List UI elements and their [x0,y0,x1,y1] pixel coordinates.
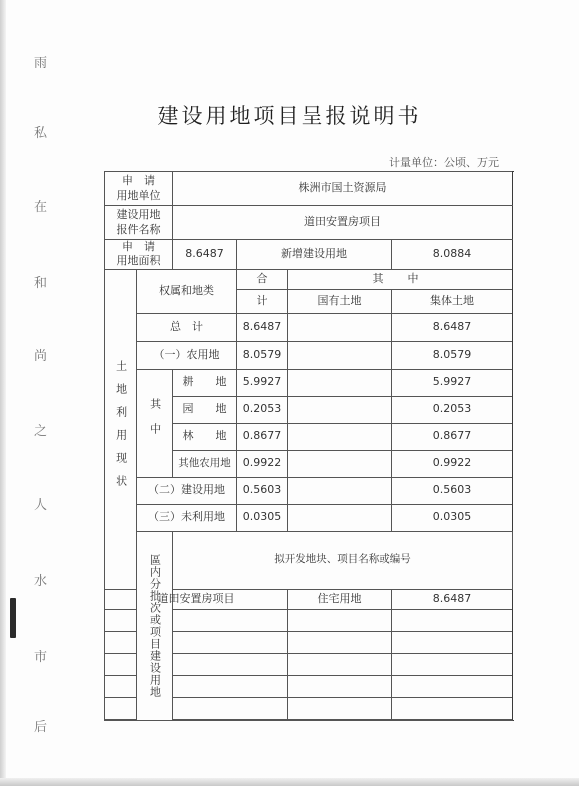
area-value: 8.6487 [173,240,237,270]
total-header-bottom: 计 [237,289,288,313]
cell-construction-collective: 0.5603 [392,477,513,504]
cell-plowland-total: 5.9927 [237,369,288,396]
cell-total-collective: 8.6487 [392,313,513,341]
cell-garden-total: 0.2053 [237,396,288,423]
batch-row-area [392,719,513,720]
cell-forest-total: 0.8677 [237,423,288,450]
collective-header: 集体土地 [392,289,513,313]
new-build-value: 8.0884 [392,240,513,270]
row-label-other-agri: 其他农用地 [173,450,237,477]
project-label: 建设用地 报件名称 [105,206,173,240]
row-label-total: 总 计 [137,313,237,341]
land-report-table [104,171,513,721]
among-side-label: 其中 [137,369,173,477]
state-owned-header: 国有土地 [288,289,392,313]
batch-row-use [288,675,392,697]
land-use-side-label: 土地利用现状 [105,269,137,589]
row-label-forest: 林 地 [173,423,237,450]
page-title: 建设用地项目呈报说明书 [157,104,422,128]
table-row [105,589,513,609]
cell-agri-state [288,341,392,369]
scan-bottom-edge [0,778,579,786]
cell-garden-collective: 0.2053 [392,396,513,423]
cell-agri-collective: 8.0579 [392,341,513,369]
table-row [105,631,513,653]
batch-row-use [288,697,392,719]
table-row [105,653,513,675]
batch-row-name [105,631,288,653]
table-row [105,172,513,206]
cell-other-agri-state [288,450,392,477]
margin-note: 和 [34,276,48,291]
cell-plowland-collective: 5.9927 [392,369,513,396]
cell-unused-collective: 0.0305 [392,504,513,531]
batch-row-use [288,719,392,720]
margin-note: 后 [34,720,48,735]
cell-construction-state [288,477,392,504]
row-label-garden: 园 地 [173,396,237,423]
project-value: 道田安置房项目 [173,206,513,240]
batch-row-name [105,719,288,720]
unit-note: 计量单位：公顷、万元 [389,156,499,169]
batch-row-name: 道田安置房项目 [105,589,288,609]
table-row [105,609,513,631]
table-row [105,531,513,589]
cell-other-agri-total: 0.9922 [237,450,288,477]
batch-row-use [288,653,392,675]
area-label: 申 请 用地面积 [105,240,173,270]
table-row [105,240,513,270]
cell-agri-total: 8.0579 [237,341,288,369]
applicant-value: 株洲市国土资源局 [173,172,513,206]
margin-note: 私 [34,126,48,141]
batch-row-area [392,631,513,653]
category-header: 权属和地类 [137,269,237,313]
margin-note: 雨 [34,56,48,71]
table-row [105,504,513,531]
batch-row-use [288,631,392,653]
table-row [105,341,513,369]
row-label-plowland: 耕 地 [173,369,237,396]
row-label-construction: （二）建设用地 [137,477,237,504]
table-row [105,206,513,240]
batch-row-name [105,675,288,697]
row-label-unused: （三）未利用地 [137,504,237,531]
batch-row-area [392,697,513,719]
cell-unused-state [288,504,392,531]
table-row [105,719,513,720]
batch-row-name [105,653,288,675]
total-header-top: 合 [237,269,288,289]
table-row [105,313,513,341]
margin-note: 人 [34,498,48,513]
batch-row-name [105,697,288,719]
cell-total-total: 8.6487 [237,313,288,341]
among-header-left: 其 [288,269,392,289]
cell-garden-state [288,396,392,423]
margin-note: 之 [34,424,48,439]
cell-forest-state [288,423,392,450]
batch-row-area [392,653,513,675]
applicant-label: 申 请 用地单位 [105,172,173,206]
table-row [105,697,513,719]
margin-note: 尚 [34,349,48,364]
batch-row-area [392,609,513,631]
batch-row-area [392,675,513,697]
batch-header-name: 拟开发地块、项目名称或编号 [173,531,513,589]
binder-mark [10,598,16,638]
table-row [105,477,513,504]
table-row [105,369,513,396]
batch-side-label: 區内分批次或项目建设用地 [137,531,173,720]
batch-row-name [105,609,288,631]
margin-note: 市 [34,650,48,665]
new-build-label: 新增建设用地 [237,240,392,270]
cell-forest-collective: 0.8677 [392,423,513,450]
margin-note: 在 [34,200,48,215]
cell-unused-total: 0.0305 [237,504,288,531]
row-label-agri: （一）农用地 [137,341,237,369]
table-row [105,675,513,697]
cell-plowland-state [288,369,392,396]
table-row [105,269,513,289]
margin-note: 水 [34,574,48,589]
cell-total-state [288,313,392,341]
cell-other-agri-collective: 0.9922 [392,450,513,477]
batch-row-use [288,609,392,631]
batch-row-area: 8.6487 [392,589,513,609]
among-header-right: 中 [392,269,513,289]
cell-construction-total: 0.5603 [237,477,288,504]
batch-row-use: 住宅用地 [288,589,392,609]
